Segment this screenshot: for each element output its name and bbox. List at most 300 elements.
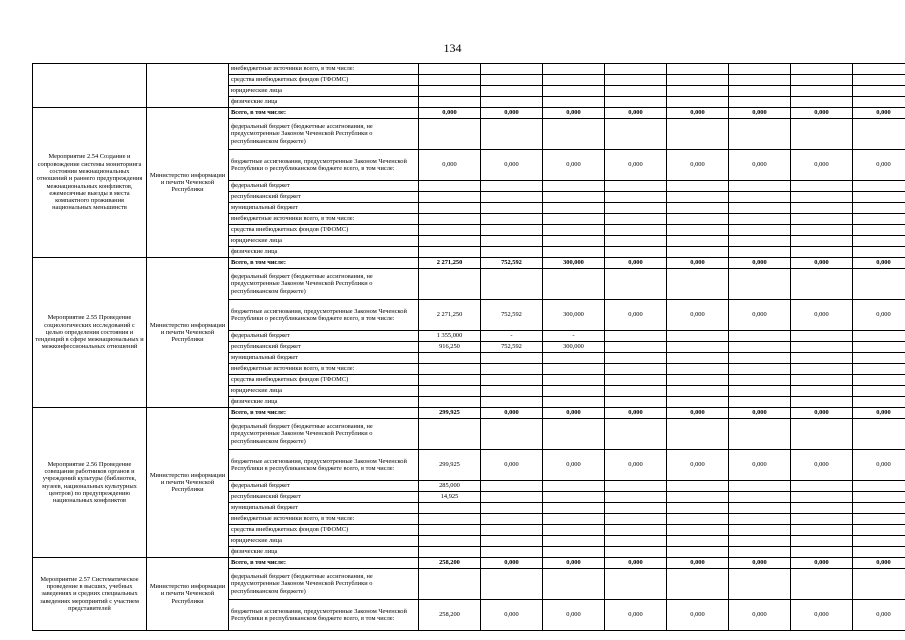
amount-cell xyxy=(729,247,791,258)
amount-cell xyxy=(791,331,853,342)
amount-cell xyxy=(605,386,667,397)
amount-cell xyxy=(543,375,605,386)
amount-cell xyxy=(853,481,905,492)
measure-cell xyxy=(33,64,147,108)
amount-cell: 0,000 xyxy=(481,108,543,119)
amount-cell xyxy=(605,547,667,558)
amount-cell xyxy=(481,419,543,450)
amount-cell: 2 271,250 xyxy=(419,300,481,331)
amount-cell xyxy=(481,503,543,514)
funding-source-cell: юридические лица xyxy=(229,236,419,247)
amount-cell xyxy=(481,375,543,386)
amount-cell: 285,000 xyxy=(419,481,481,492)
funding-source-cell: федеральный бюджет xyxy=(229,481,419,492)
amount-cell xyxy=(605,364,667,375)
funding-source-cell: средства внебюджетных фондов (ТФОМС) xyxy=(229,375,419,386)
amount-cell xyxy=(853,569,905,600)
funding-source-cell: бюджетные ассигнования, предусмотренные Законом Чеченской Республики в республиканском бюджете всего, в том числе: xyxy=(229,450,419,481)
amount-cell xyxy=(729,225,791,236)
amount-cell xyxy=(791,181,853,192)
amount-cell: 0,000 xyxy=(605,258,667,269)
amount-cell xyxy=(605,269,667,300)
amount-cell: 0,000 xyxy=(729,558,791,569)
amount-cell: 258,200 xyxy=(419,600,481,631)
amount-cell xyxy=(605,214,667,225)
amount-cell xyxy=(729,97,791,108)
amount-cell xyxy=(667,514,729,525)
funding-source-cell: физические лица xyxy=(229,97,419,108)
amount-cell: 0,000 xyxy=(791,108,853,119)
amount-cell xyxy=(853,225,905,236)
amount-cell xyxy=(419,397,481,408)
amount-cell xyxy=(729,569,791,600)
table-row xyxy=(33,408,905,419)
amount-cell xyxy=(419,75,481,86)
amount-cell xyxy=(729,86,791,97)
amount-cell xyxy=(543,86,605,97)
amount-cell xyxy=(419,364,481,375)
executor-cell: Министерство информации и печати Чеченской Республики xyxy=(147,108,229,258)
amount-cell xyxy=(605,492,667,503)
amount-cell: 752,592 xyxy=(481,258,543,269)
amount-cell: 299,925 xyxy=(419,408,481,419)
amount-cell xyxy=(605,97,667,108)
amount-cell: 0,000 xyxy=(791,450,853,481)
funding-source-cell: физические лица xyxy=(229,397,419,408)
funding-source-cell: средства внебюджетных фондов (ТФОМС) xyxy=(229,75,419,86)
amount-cell xyxy=(481,64,543,75)
amount-cell xyxy=(481,569,543,600)
funding-source-cell: республиканский бюджет xyxy=(229,192,419,203)
amount-cell xyxy=(667,386,729,397)
amount-cell: 0,000 xyxy=(791,300,853,331)
amount-cell xyxy=(419,375,481,386)
funding-source-cell: федеральный бюджет (бюджетные ассигнования, не предусмотренные Законом Чеченской Республики о республиканском бюджете) xyxy=(229,569,419,600)
funding-source-cell: муниципальный бюджет xyxy=(229,203,419,214)
amount-cell xyxy=(419,119,481,150)
amount-cell: 0,000 xyxy=(853,600,905,631)
amount-cell: 2 271,250 xyxy=(419,258,481,269)
page-number: 134 xyxy=(443,41,462,55)
amount-cell: 0,000 xyxy=(543,150,605,181)
amount-cell xyxy=(853,214,905,225)
amount-cell: 0,000 xyxy=(853,300,905,331)
amount-cell xyxy=(419,64,481,75)
amount-cell xyxy=(605,86,667,97)
amount-cell xyxy=(667,192,729,203)
amount-cell xyxy=(853,525,905,536)
amount-cell: 0,000 xyxy=(791,150,853,181)
amount-cell xyxy=(791,203,853,214)
funding-source-cell: Всего, в том числе: xyxy=(229,108,419,119)
amount-cell xyxy=(853,342,905,353)
amount-cell xyxy=(667,247,729,258)
amount-cell xyxy=(729,536,791,547)
amount-cell xyxy=(481,386,543,397)
amount-cell xyxy=(791,75,853,86)
amount-cell xyxy=(729,214,791,225)
amount-cell xyxy=(791,569,853,600)
amount-cell: 300,000 xyxy=(543,258,605,269)
amount-cell xyxy=(543,514,605,525)
amount-cell xyxy=(419,181,481,192)
amount-cell xyxy=(853,364,905,375)
amount-cell: 0,000 xyxy=(481,600,543,631)
amount-cell: 0,000 xyxy=(667,108,729,119)
amount-cell xyxy=(667,353,729,364)
amount-cell: 14,925 xyxy=(419,492,481,503)
amount-cell xyxy=(667,536,729,547)
executor-cell: Министерство информации и печати Чеченской Республики xyxy=(147,258,229,408)
amount-cell xyxy=(853,492,905,503)
amount-cell xyxy=(791,225,853,236)
amount-cell: 0,000 xyxy=(481,450,543,481)
amount-cell xyxy=(667,342,729,353)
amount-cell: 0,000 xyxy=(853,450,905,481)
amount-cell xyxy=(791,86,853,97)
amount-cell xyxy=(543,225,605,236)
amount-cell: 0,000 xyxy=(667,558,729,569)
amount-cell: 0,000 xyxy=(667,150,729,181)
amount-cell xyxy=(605,75,667,86)
amount-cell xyxy=(543,119,605,150)
amount-cell xyxy=(419,97,481,108)
amount-cell: 752,592 xyxy=(481,300,543,331)
amount-cell xyxy=(481,214,543,225)
amount-cell xyxy=(543,203,605,214)
amount-cell xyxy=(419,225,481,236)
amount-cell: 0,000 xyxy=(605,600,667,631)
amount-cell xyxy=(791,525,853,536)
amount-cell xyxy=(481,119,543,150)
amount-cell xyxy=(791,64,853,75)
amount-cell xyxy=(729,514,791,525)
amount-cell xyxy=(419,86,481,97)
amount-cell xyxy=(543,236,605,247)
amount-cell xyxy=(667,269,729,300)
amount-cell: 916,250 xyxy=(419,342,481,353)
amount-cell xyxy=(791,503,853,514)
amount-cell xyxy=(791,386,853,397)
amount-cell: 0,000 xyxy=(543,600,605,631)
amount-cell xyxy=(853,386,905,397)
table-row xyxy=(33,108,905,119)
amount-cell xyxy=(605,119,667,150)
funding-source-cell: юридические лица xyxy=(229,386,419,397)
amount-cell xyxy=(543,397,605,408)
amount-cell xyxy=(667,181,729,192)
amount-cell xyxy=(481,547,543,558)
amount-cell xyxy=(543,181,605,192)
amount-cell xyxy=(543,75,605,86)
amount-cell xyxy=(605,419,667,450)
funding-source-cell: физические лица xyxy=(229,547,419,558)
executor-cell: Министерство информации и печати Чеченской Республики xyxy=(147,558,229,631)
amount-cell xyxy=(543,503,605,514)
measure-cell: Мероприятие 2.55 Проведение социологических исследований с целью определения состояния и тенденций в сфере межнациональных и межконфессиональных отношений xyxy=(33,258,147,408)
amount-cell xyxy=(481,75,543,86)
amount-cell xyxy=(543,525,605,536)
amount-cell: 0,000 xyxy=(605,108,667,119)
amount-cell xyxy=(481,536,543,547)
amount-cell xyxy=(481,225,543,236)
amount-cell xyxy=(729,269,791,300)
amount-cell: 0,000 xyxy=(605,450,667,481)
amount-cell: 752,592 xyxy=(481,342,543,353)
amount-cell xyxy=(419,214,481,225)
funding-source-cell: внебюджетные источники всего, в том числе: xyxy=(229,64,419,75)
amount-cell xyxy=(667,214,729,225)
funding-source-cell: республиканский бюджет xyxy=(229,342,419,353)
funding-source-cell: федеральный бюджет xyxy=(229,181,419,192)
amount-cell xyxy=(667,503,729,514)
funding-table xyxy=(32,63,905,631)
amount-cell xyxy=(729,386,791,397)
funding-source-cell: средства внебюджетных фондов (ТФОМС) xyxy=(229,525,419,536)
amount-cell xyxy=(419,525,481,536)
funding-source-cell: внебюджетные источники всего, в том числе: xyxy=(229,514,419,525)
amount-cell: 0,000 xyxy=(853,258,905,269)
amount-cell xyxy=(853,503,905,514)
amount-cell xyxy=(481,514,543,525)
amount-cell xyxy=(853,419,905,450)
amount-cell xyxy=(853,247,905,258)
amount-cell xyxy=(667,236,729,247)
amount-cell xyxy=(791,342,853,353)
amount-cell xyxy=(667,75,729,86)
amount-cell xyxy=(481,492,543,503)
amount-cell xyxy=(605,192,667,203)
amount-cell xyxy=(853,192,905,203)
amount-cell xyxy=(667,547,729,558)
amount-cell xyxy=(605,525,667,536)
funding-source-cell: бюджетные ассигнования, предусмотренные Законом Чеченской Республики о республиканском бюджете всего, в том числе: xyxy=(229,150,419,181)
amount-cell xyxy=(729,181,791,192)
amount-cell xyxy=(791,247,853,258)
amount-cell xyxy=(729,192,791,203)
amount-cell xyxy=(667,481,729,492)
amount-cell xyxy=(667,397,729,408)
amount-cell: 0,000 xyxy=(853,108,905,119)
amount-cell xyxy=(791,97,853,108)
funding-source-cell: федеральный бюджет (бюджетные ассигнования, не предусмотренные Законом Чеченской Республики о республиканском бюджете) xyxy=(229,119,419,150)
amount-cell xyxy=(729,375,791,386)
amount-cell xyxy=(481,397,543,408)
amount-cell xyxy=(419,203,481,214)
amount-cell xyxy=(791,547,853,558)
amount-cell xyxy=(729,331,791,342)
amount-cell xyxy=(481,364,543,375)
amount-cell xyxy=(419,514,481,525)
amount-cell: 0,000 xyxy=(853,558,905,569)
amount-cell xyxy=(853,86,905,97)
amount-cell xyxy=(543,192,605,203)
amount-cell xyxy=(605,481,667,492)
funding-source-cell: юридические лица xyxy=(229,86,419,97)
amount-cell xyxy=(853,269,905,300)
amount-cell xyxy=(729,119,791,150)
amount-cell xyxy=(481,97,543,108)
amount-cell: 0,000 xyxy=(729,108,791,119)
amount-cell xyxy=(605,397,667,408)
amount-cell xyxy=(729,203,791,214)
amount-cell xyxy=(543,247,605,258)
amount-cell xyxy=(791,397,853,408)
table-row xyxy=(33,64,905,75)
amount-cell: 0,000 xyxy=(605,408,667,419)
funding-source-cell: бюджетные ассигнования, предусмотренные Законом Чеченской Республики в республиканском бюджете всего, в том числе: xyxy=(229,600,419,631)
amount-cell xyxy=(791,364,853,375)
amount-cell xyxy=(543,481,605,492)
amount-cell xyxy=(791,269,853,300)
amount-cell xyxy=(667,86,729,97)
amount-cell xyxy=(791,192,853,203)
amount-cell: 0,000 xyxy=(667,600,729,631)
amount-cell: 300,000 xyxy=(543,342,605,353)
amount-cell: 0,000 xyxy=(729,300,791,331)
amount-cell: 299,925 xyxy=(419,450,481,481)
amount-cell: 0,000 xyxy=(729,450,791,481)
amount-cell xyxy=(419,419,481,450)
amount-cell xyxy=(791,353,853,364)
table-row xyxy=(33,258,905,269)
table-row xyxy=(33,558,905,569)
amount-cell xyxy=(667,569,729,600)
amount-cell: 0,000 xyxy=(605,150,667,181)
amount-cell xyxy=(729,75,791,86)
funding-source-cell: бюджетные ассигнования, предусмотренные Законом Чеченской Республики о республиканском бюджете всего, в том числе: xyxy=(229,300,419,331)
amount-cell xyxy=(729,342,791,353)
funding-source-cell: юридические лица xyxy=(229,536,419,547)
amount-cell xyxy=(853,514,905,525)
amount-cell xyxy=(481,203,543,214)
funding-source-cell: Всего, в том числе: xyxy=(229,258,419,269)
amount-cell xyxy=(419,269,481,300)
amount-cell xyxy=(667,203,729,214)
amount-cell xyxy=(419,503,481,514)
amount-cell xyxy=(419,536,481,547)
amount-cell xyxy=(853,181,905,192)
amount-cell xyxy=(481,236,543,247)
amount-cell xyxy=(667,492,729,503)
amount-cell xyxy=(605,375,667,386)
amount-cell: 0,000 xyxy=(543,408,605,419)
amount-cell xyxy=(543,269,605,300)
measure-cell: Мероприятие 2.57 Систематическое проведение в высших, учебных заведениях и средних специальных заведениях мероприятий с участием представителей xyxy=(33,558,147,631)
amount-cell: - xyxy=(543,331,605,342)
funding-source-cell: внебюджетные источники всего, в том числе: xyxy=(229,364,419,375)
amount-cell: 0,000 xyxy=(729,150,791,181)
amount-cell xyxy=(605,536,667,547)
amount-cell xyxy=(419,547,481,558)
amount-cell xyxy=(729,364,791,375)
amount-cell xyxy=(729,419,791,450)
amount-cell xyxy=(605,203,667,214)
amount-cell: 0,000 xyxy=(791,258,853,269)
amount-cell xyxy=(605,331,667,342)
amount-cell xyxy=(605,181,667,192)
amount-cell xyxy=(481,86,543,97)
measure-cell: Мероприятие 2.56 Проведение совещания работников органов и учреждений культуры (библиотек, музеев, национальных культурных центров) по предупреждению национальных конфликтов xyxy=(33,408,147,558)
amount-cell xyxy=(729,492,791,503)
amount-cell: 0,000 xyxy=(729,600,791,631)
amount-cell: 0,000 xyxy=(543,450,605,481)
amount-cell xyxy=(853,331,905,342)
amount-cell: 0,000 xyxy=(605,558,667,569)
amount-cell: 0,000 xyxy=(791,558,853,569)
amount-cell xyxy=(605,247,667,258)
amount-cell: 0,000 xyxy=(605,300,667,331)
funding-source-cell: муниципальный бюджет xyxy=(229,353,419,364)
amount-cell xyxy=(605,353,667,364)
amount-cell xyxy=(791,536,853,547)
amount-cell xyxy=(667,97,729,108)
amount-cell xyxy=(605,514,667,525)
amount-cell xyxy=(605,236,667,247)
amount-cell: 0,000 xyxy=(543,558,605,569)
amount-cell xyxy=(791,119,853,150)
amount-cell xyxy=(791,214,853,225)
amount-cell xyxy=(853,536,905,547)
funding-source-cell: внебюджетные источники всего, в том числе: xyxy=(229,214,419,225)
amount-cell xyxy=(543,353,605,364)
amount-cell xyxy=(667,119,729,150)
amount-cell xyxy=(853,203,905,214)
amount-cell: 0,000 xyxy=(543,108,605,119)
amount-cell xyxy=(543,547,605,558)
amount-cell xyxy=(667,225,729,236)
amount-cell: 0,000 xyxy=(667,408,729,419)
amount-cell xyxy=(729,503,791,514)
amount-cell xyxy=(543,386,605,397)
amount-cell xyxy=(543,64,605,75)
funding-source-cell: Всего, в том числе: xyxy=(229,408,419,419)
amount-cell xyxy=(853,119,905,150)
amount-cell xyxy=(605,225,667,236)
amount-cell: 0,000 xyxy=(481,558,543,569)
amount-cell xyxy=(419,247,481,258)
amount-cell xyxy=(853,547,905,558)
amount-cell xyxy=(543,97,605,108)
funding-source-cell: федеральный бюджет (бюджетные ассигнования, не предусмотренные Законом Чеченской Республики о республиканском бюджете) xyxy=(229,269,419,300)
amount-cell xyxy=(729,64,791,75)
amount-cell: 1 355,000 xyxy=(419,331,481,342)
amount-cell: - xyxy=(481,331,543,342)
amount-cell xyxy=(791,492,853,503)
amount-cell xyxy=(419,569,481,600)
amount-cell: 0,000 xyxy=(729,258,791,269)
amount-cell: 0,000 xyxy=(853,150,905,181)
amount-cell xyxy=(791,419,853,450)
amount-cell xyxy=(853,375,905,386)
amount-cell xyxy=(853,236,905,247)
amount-cell xyxy=(543,569,605,600)
amount-cell xyxy=(543,536,605,547)
amount-cell xyxy=(481,192,543,203)
measure-cell: Мероприятие 2.54 Создание и сопровождение системы мониторинга состояния межнациональных отношений и раннего предупреждения межнациональных конфликтов, ежемесячные выезды в места компактного проживания национальных меньшинств xyxy=(33,108,147,258)
amount-cell: 0,000 xyxy=(791,408,853,419)
amount-cell xyxy=(419,353,481,364)
amount-cell xyxy=(791,481,853,492)
amount-cell xyxy=(729,547,791,558)
amount-cell xyxy=(605,64,667,75)
amount-cell xyxy=(481,181,543,192)
amount-cell: 0,000 xyxy=(667,300,729,331)
amount-cell: 0,000 xyxy=(419,108,481,119)
amount-cell xyxy=(481,525,543,536)
funding-source-cell: физические лица xyxy=(229,247,419,258)
amount-cell xyxy=(729,481,791,492)
